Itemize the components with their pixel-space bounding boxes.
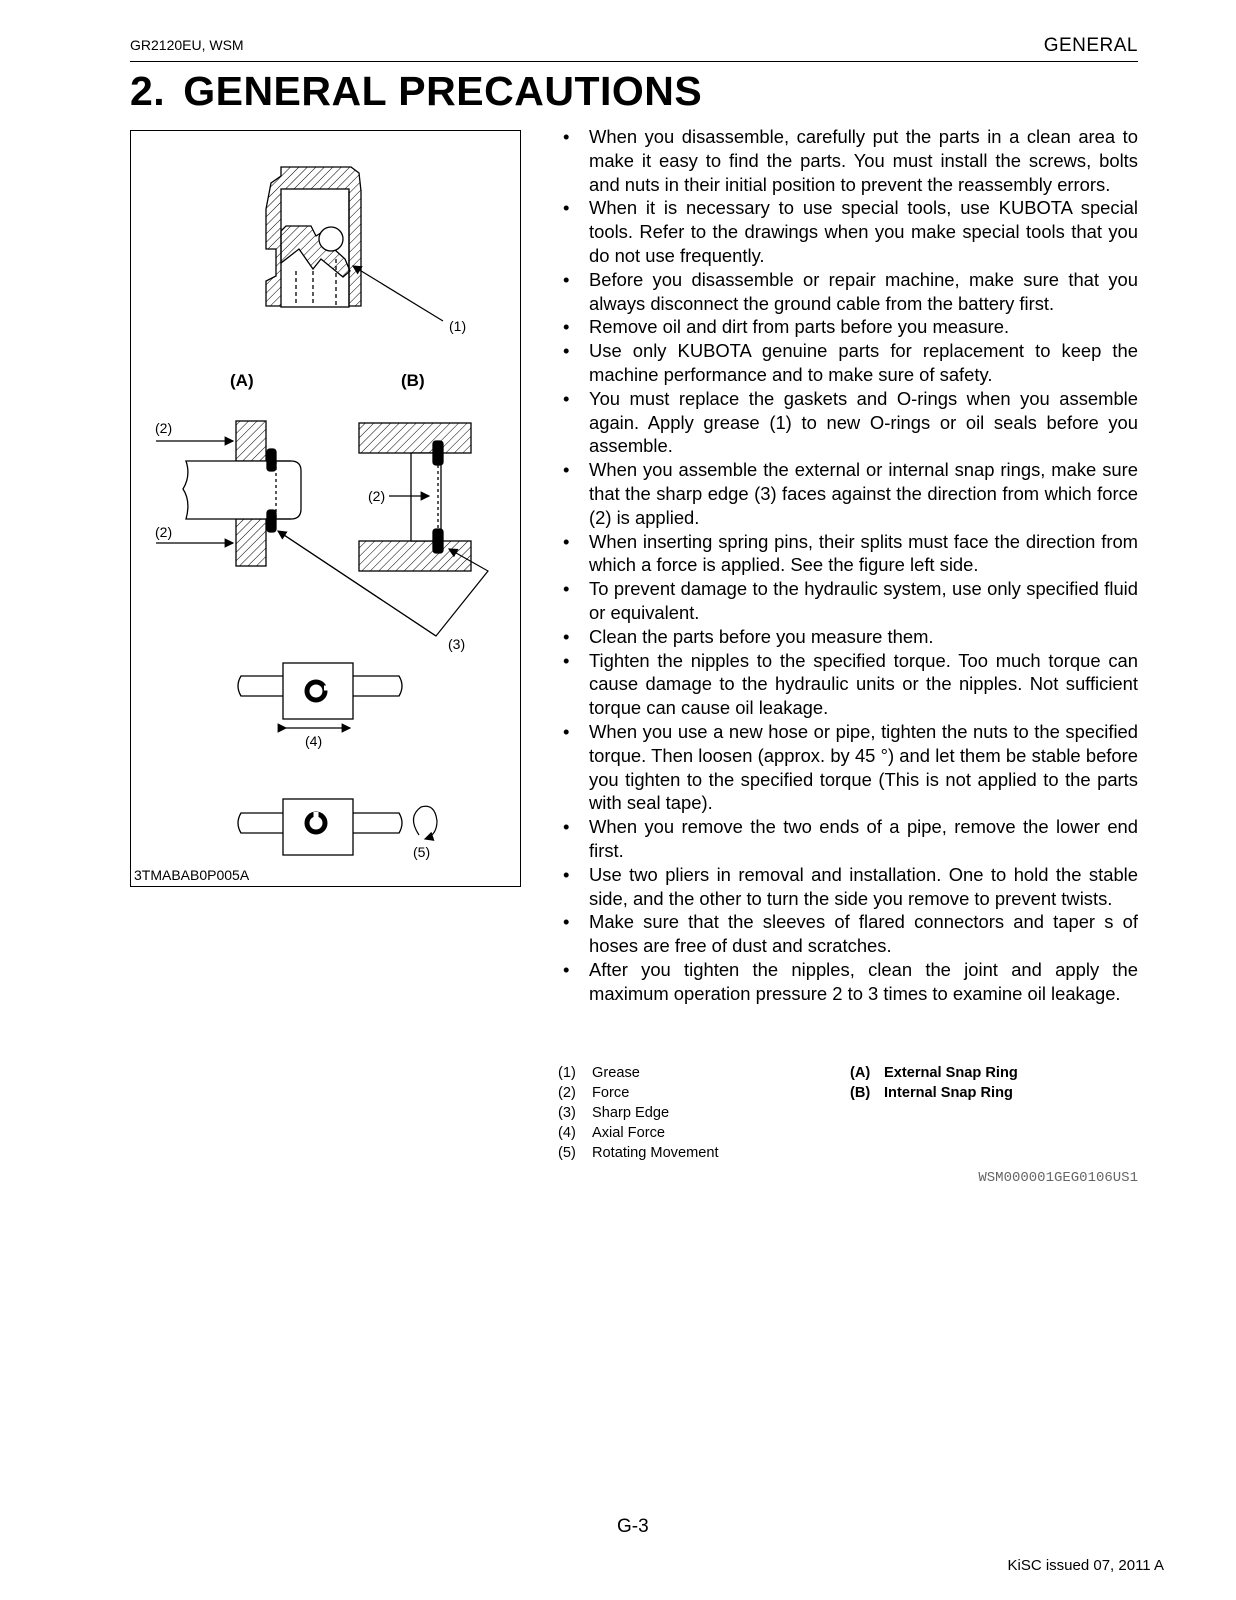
legend-text: Rotating Movement	[592, 1145, 719, 1161]
bullet-dot: •	[563, 197, 570, 219]
precaution-text: Use only KUBOTA genuine parts for replacement to keep the machine performance and to make sure of safety.	[589, 340, 1138, 385]
internal-label: (B)	[401, 371, 425, 390]
precaution-item	[560, 125, 1138, 196]
precaution-item	[560, 530, 1138, 578]
legend-text: Sharp Edge	[592, 1105, 670, 1121]
snap-ring-bottom	[267, 510, 276, 532]
legend-key: (1)	[558, 1065, 576, 1081]
spring-pin-axial-drawing	[238, 663, 402, 719]
legend-text: Internal Snap Ring	[884, 1085, 1013, 1101]
bullet-dot: •	[563, 268, 570, 290]
precaution-text: Remove oil and dirt from parts before you measure.	[589, 316, 1010, 338]
axial-force-callout: (4)	[305, 733, 323, 749]
legend-text: Force	[592, 1085, 630, 1101]
precaution-item	[560, 387, 1138, 458]
legend-text: Grease	[592, 1065, 640, 1081]
section-number: 2.	[130, 68, 166, 114]
precaution-item	[560, 958, 1138, 1006]
legend-key: (B)	[850, 1085, 871, 1101]
legend-item	[558, 1123, 719, 1143]
bullet-dot: •	[563, 720, 570, 742]
bullet-dot: •	[563, 578, 570, 600]
page-number: G-3	[617, 1516, 649, 1537]
rotating-callout: (5)	[413, 844, 431, 860]
bullet-dot: •	[563, 863, 570, 885]
precaution-item	[560, 815, 1138, 863]
grease-leader	[353, 266, 443, 321]
internal-ring-bottom	[433, 529, 443, 553]
page-title	[130, 68, 702, 115]
rotation-arrow	[413, 806, 437, 839]
bullet-dot: •	[563, 649, 570, 671]
garter-spring	[319, 227, 343, 251]
figure-panel	[130, 130, 521, 887]
precaution-text: Clean the parts before you measure them.	[589, 625, 934, 647]
precautions-list	[560, 125, 1138, 1005]
snap-ring-top	[267, 449, 276, 471]
legend-key: (A)	[850, 1065, 871, 1081]
precaution-text: When you remove the two ends of a pipe, remove the lower end first.	[589, 816, 1138, 861]
bullet-dot: •	[563, 316, 570, 338]
precaution-item	[560, 720, 1138, 815]
force-callout-a-top: (2)	[155, 420, 173, 436]
legend-item	[558, 1103, 719, 1123]
legend-item	[558, 1143, 719, 1163]
precaution-text: When it is necessary to use special tools, use KUBOTA special tools. Refer to the drawings when you make special tools that you do not use frequently.	[589, 197, 1138, 266]
legend-numbered	[558, 1063, 719, 1163]
bullet-dot: •	[563, 530, 570, 552]
precaution-text: When you use a new hose or pipe, tighten the nuts to the specified torque. Then loosen (approx. by 45 °) and let them be stable before you tighten to the specified torque (This is not applied to the parts with seal tape).	[589, 720, 1138, 814]
precaution-item	[560, 577, 1138, 625]
precaution-item	[560, 625, 1138, 649]
precaution-text: When inserting spring pins, their splits must face the direction from which a force is applied. See the figure left side.	[589, 530, 1138, 576]
issue-note: KiSC issued 07, 2011 A	[1007, 1557, 1164, 1574]
bullet-dot: •	[563, 816, 570, 838]
bullet-dot: •	[563, 387, 570, 409]
legend-key: (5)	[558, 1145, 576, 1161]
page-header-left: GR2120EU, WSM	[130, 37, 244, 53]
header-rule	[130, 61, 1138, 62]
external-snap-ring-drawing	[183, 421, 301, 566]
bullet-dot: •	[563, 126, 570, 147]
precaution-item	[560, 649, 1138, 720]
bullet-dot: •	[563, 459, 570, 481]
legend-text: External Snap Ring	[884, 1065, 1018, 1081]
section-title: GENERAL PRECAUTIONS	[183, 68, 703, 114]
precaution-text: When you assemble the external or internal snap rings, make sure that the sharp edge (3) faces against the direction from which force (2) is applied.	[589, 459, 1138, 528]
bullet-dot: •	[563, 911, 570, 933]
precaution-text: After you tighten the nipples, clean the joint and apply the maximum operation pressure 2 to 3 times to examine oil leakage.	[589, 958, 1138, 1004]
legend-key: (2)	[558, 1085, 576, 1101]
bullet-dot: •	[563, 340, 570, 362]
bullet-dot: •	[563, 958, 570, 980]
reference-code: WSM000001GEG0106US1	[978, 1170, 1138, 1186]
sharp-edge-callout: (3)	[448, 636, 466, 652]
precaution-text: Tighten the nipples to the specified torque. Too much torque can cause damage to the hydraulic units or the nipples. Not sufficient torque can cause oil leakage.	[589, 649, 1138, 719]
precaution-item	[560, 910, 1138, 958]
precaution-text: To prevent damage to the hydraulic system, use only specified fluid or equivalent.	[589, 578, 1138, 623]
precaution-item	[560, 196, 1138, 267]
legend-item	[558, 1063, 719, 1083]
precaution-text: You must replace the gaskets and O-rings when you assemble again. Apply grease (1) to new O-rings or oil seals before you assemble.	[589, 387, 1138, 457]
precaution-item	[560, 863, 1138, 911]
legend-key: (4)	[558, 1125, 576, 1141]
internal-ring-top	[433, 441, 443, 465]
snap-ring-illustration	[131, 131, 522, 888]
legend-item	[850, 1083, 1018, 1103]
precaution-text: Use two pliers in removal and installation. One to hold the stable side, and the other to turn the side you remove to prevent twists.	[589, 863, 1138, 909]
oil-seal-drawing	[266, 167, 361, 307]
bullet-dot: •	[563, 625, 570, 647]
precaution-text: When you disassemble, carefully put the parts in a clean area to make it easy to find the parts. You must install the screws, bolts and nuts in their initial position to prevent the reassembly errors.	[589, 126, 1138, 195]
legend-item	[558, 1083, 719, 1103]
legend-item	[850, 1063, 1018, 1083]
precaution-item	[560, 458, 1138, 529]
grease-callout: (1)	[449, 318, 467, 334]
figure-id: 3TMABAB0P005A	[134, 867, 250, 883]
legend-lettered	[850, 1063, 1018, 1103]
legend-key: (3)	[558, 1105, 576, 1121]
page-header-right: GENERAL	[1043, 35, 1138, 56]
precaution-item	[560, 268, 1138, 316]
spring-pin-rotating-drawing	[238, 799, 437, 855]
force-callout-a-bottom: (2)	[155, 524, 173, 540]
precaution-text: Before you disassemble or repair machine, make sure that you always disconnect the ground cable from the battery first.	[589, 268, 1138, 314]
precaution-item	[560, 315, 1138, 339]
precaution-item	[560, 339, 1138, 387]
precaution-text: Make sure that the sleeves of flared connectors and taper s of hoses are free of dust and scratches.	[589, 911, 1138, 957]
external-label: (A)	[230, 371, 254, 390]
force-callout-b: (2)	[368, 488, 386, 504]
legend-text: Axial Force	[592, 1125, 665, 1141]
